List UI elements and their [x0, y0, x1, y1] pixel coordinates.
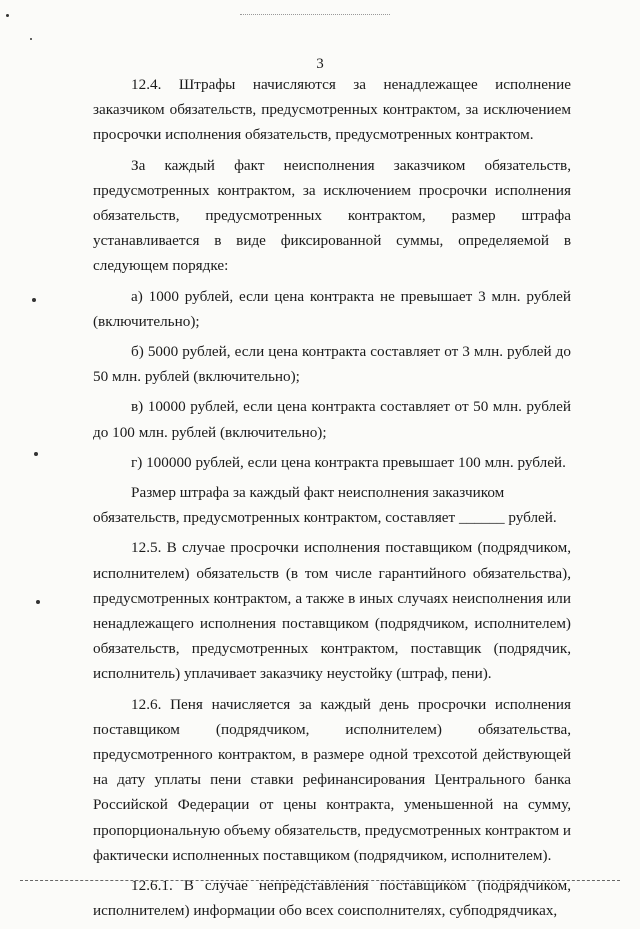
scan-speck — [34, 452, 38, 456]
list-item-a: а) 1000 рублей, если цена контракта не превышает 3 млн. рублей (включительно); — [93, 287, 571, 330]
list-item-b: б) 5000 рублей, если цена контракта составляет от 3 млн. рублей до 50 млн. рублей (включительно); — [93, 343, 571, 386]
fine-text-before: Размер штрафа за каждый факт неисполнения заказчиком обязательств, предусмотренных контрактом, составляет — [93, 484, 505, 527]
scan-noise-bottom — [20, 880, 620, 881]
fine-text-after: рублей. — [508, 509, 557, 527]
page-number: 3 — [316, 56, 324, 72]
paragraph-12-5: 12.5. В случае просрочки исполнения поставщиком (подрядчиком, исполнителем) обязательств (в том числе гарантийного обязательства), предусмотренных контрактом, а также в иных случаях неисполнения или ненадлежащего исполнения поставщиком (подрядчиком, исполнителем) обязательств, предусмотренных контрактом, поставщик (подрядчик, исполнитель) уплачивает заказчику неустойку (штраф, пени). — [93, 539, 571, 683]
paragraph-12-6: 12.6. Пеня начисляется за каждый день просрочки исполнения поставщиком (подрядчиком, исполнителем) обязательства, предусмотренного контрактом, в размере одной трехсотой действующей на дату уплаты пени ставки рефинансирования Центрального банка Российской Федерации от цены контракта, уменьшенной на сумму, пропорциональную объему обязательств, предусмотренных контрактом и фактически исполненных поставщиком (подрядчиком, исполнителем). — [93, 695, 571, 864]
list-item-c: в) 10000 рублей, если цена контракта составляет от 50 млн. рублей до 100 млн. рублей (включительно); — [93, 398, 571, 441]
document-body — [93, 72, 571, 929]
scan-speck — [32, 298, 36, 302]
scan-noise-top — [240, 14, 390, 17]
scan-speck — [30, 38, 32, 40]
paragraph-12-6-1: 12.6.1. В случае непредставления поставщиком (подрядчиком, исполнителем) информации обо всех соисполнителях, субподрядчиках, — [93, 877, 571, 920]
fine-amount-blank: ______ — [458, 509, 505, 527]
scan-speck — [36, 600, 40, 604]
paragraph-12-4: 12.4. Штрафы начисляются за ненадлежащее исполнение заказчиком обязательств, предусмотренных контрактом, за исключением просрочки исполнения обязательств, предусмотренных контрактом. — [93, 76, 571, 144]
list-item-d: г) 100000 рублей, если цена контракта превышает 100 млн. рублей. — [131, 453, 566, 471]
paragraph-fixed-fine: За каждый факт неисполнения заказчиком обязательств, предусмотренных контрактом, за исключением просрочки исполнения обязательств, предусмотренных контрактом, размер штрафа устанавливается в виде фиксированной суммы, определяемой в следующем порядке: — [93, 156, 571, 275]
paragraph-fine-amount — [93, 480, 571, 530]
scan-speck — [6, 14, 9, 17]
